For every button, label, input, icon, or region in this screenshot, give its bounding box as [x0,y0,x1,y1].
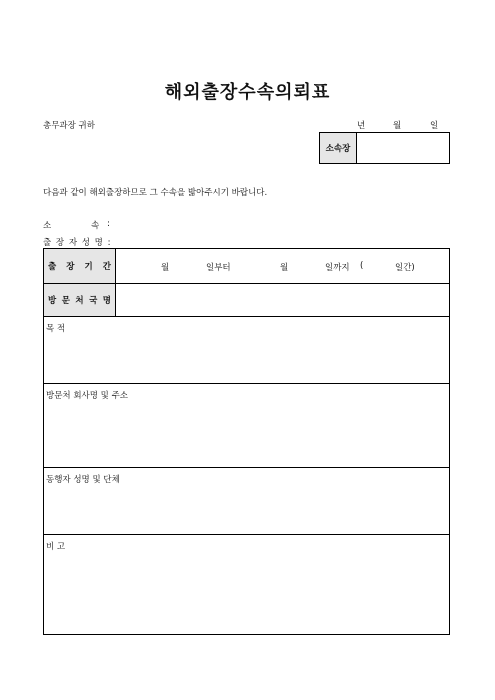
period-row [44,249,449,284]
remarks-label: 비 고 [46,542,66,552]
period-month-2: 월 [280,263,289,273]
travel-form-table [43,248,450,635]
period-paren-open: ( [360,261,364,271]
purpose-label: 목 적 [46,324,66,334]
purpose-section[interactable] [44,317,449,384]
remarks-section[interactable] [44,535,449,634]
addressee: 총무과장 귀하 [43,121,95,131]
date-month-label: 월 [393,121,402,131]
companions-label: 동행자 성명 및 단체 [46,475,120,485]
date-year-label: 년 [357,121,366,131]
period-until: 일까지 [325,263,350,273]
approval-label: 소속장 [320,133,357,163]
company-section[interactable] [44,384,449,468]
date-day-label: 일 [430,121,439,131]
company-label: 방문처 회사명 및 주소 [46,391,129,401]
request-text: 다음과 같이 해외출장하므로 그 수속을 밟아주시기 바랍니다. [43,188,268,198]
country-row [44,284,449,317]
period-from: 일부터 [206,263,231,273]
companions-section[interactable] [44,468,449,535]
document-title: 해외출장수속의뢰표 [164,82,331,103]
period-month-1: 월 [161,263,170,273]
period-header: 출 장 기 간 [44,249,116,283]
traveler-name-label: 출 장 자 성 명 : [43,238,112,248]
approval-box [319,132,450,164]
period-days: 일간) [395,263,415,273]
approval-sign-field[interactable] [357,133,449,163]
country-header: 방 문 처 국 명 [44,284,116,316]
